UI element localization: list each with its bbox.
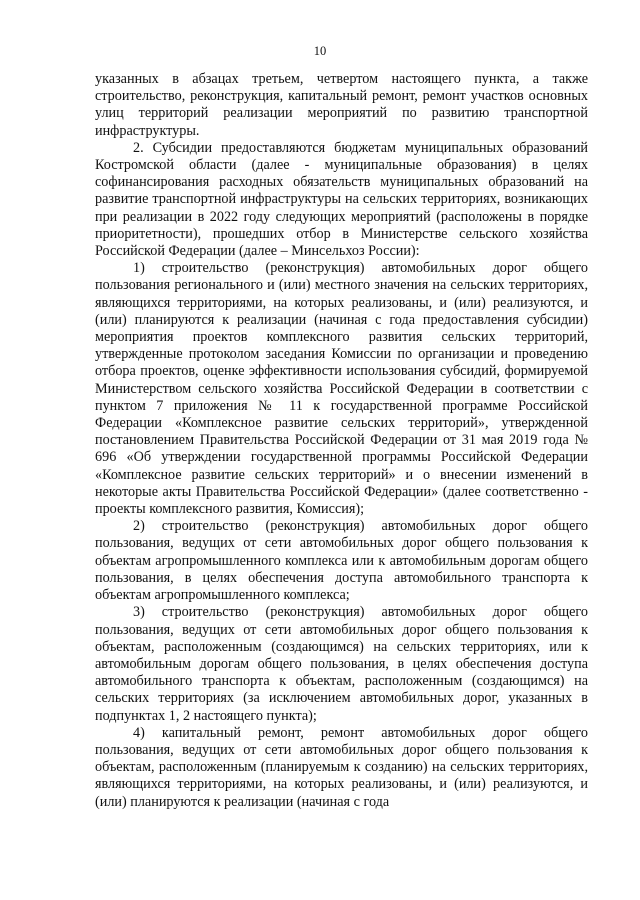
page-number: 10 [313, 44, 327, 58]
document-body [95, 71, 588, 811]
paragraph-subitem-2: 2) строительство (реконструкция) автомобильных дорог общего пользования, ведущих от сети автомобильных дорог общего пользования к объектам агропромышленного комплекса или к автомобильным дорогам общего пользования, в целях обеспечения доступа автомобильного транспорта к объектам агропромышленного комплекса; [95, 518, 588, 604]
paragraph-item-2-subsidies: 2. Субсидии предоставляются бюджетам муниципальных образований Костромской области (далее - муниципальные образования) в целях софинансирования расходных обязательств муниципальных образований на развитие транспортной инфраструктуры на сельских территориях, возникающих при реализации в 2022 году следующих мероприятий (расположены в порядке приоритетности), прошедших отбор в Министерстве сельского хозяйства Российской Федерации (далее – Минсельхоз России): [95, 139, 588, 260]
paragraph-continuation: указанных в абзацах третьем, четвертом настоящего пункта, а также строительство, реконструкция, капитальный ремонт, ремонт участков основных улиц территорий реализации мероприятий по развитию транспортной инфраструктуры. [95, 71, 588, 139]
paragraph-subitem-4: 4) капитальный ремонт, ремонт автомобильных дорог общего пользования, ведущих от сети автомобильных дорог общего пользования к объектам, расположенным (планируемым к созданию) на сельских территориях, являющихся территориями, на которых реализованы, и (или) реализуются, и (или) планируются к реализации (начиная с года [95, 724, 588, 810]
paragraph-subitem-1: 1) строительство (реконструкция) автомобильных дорог общего пользования регионального и (или) местного значения на сельских территориях, являющихся территориями, на которых реализованы, и (или) реализуются, и (или) планируются к реализации (начиная с года предоставления субсидии) мероприятия проектов комплексного развития сельских территорий, утвержденные протоколом заседания Комиссии по организации и проведению отбора проектов, оценке эффективности использования субсидий, формируемой Министерством сельского хозяйства Российской Федерации в соответствии с пунктом 7 приложения № 11 к государственной программе Российской Федерации «Комплексное развитие сельских территорий», утвержденной постановлением Правительства Российской Федерации от 31 мая 2019 года № 696 «Об утверждении государственной программы Российской Федерации «Комплексное развитие сельских территорий» и о внесении изменений в некоторые акты Правительства Российской Федерации» (далее соответственно - проекты комплексного развития, Комиссия); [95, 260, 588, 518]
paragraph-subitem-3: 3) строительство (реконструкция) автомобильных дорог общего пользования, ведущих от сети автомобильных дорог общего пользования к объектам, расположенным (создающимся) на сельских территориях, или к автомобильным дорогам общего пользования, в целях обеспечения доступа автомобильного транспорта к объектам, расположенным (создающимся) на сельских территориях (за исключением автомобильных дорог, указанных в подпунктах 1, 2 настоящего пункта); [95, 604, 588, 724]
